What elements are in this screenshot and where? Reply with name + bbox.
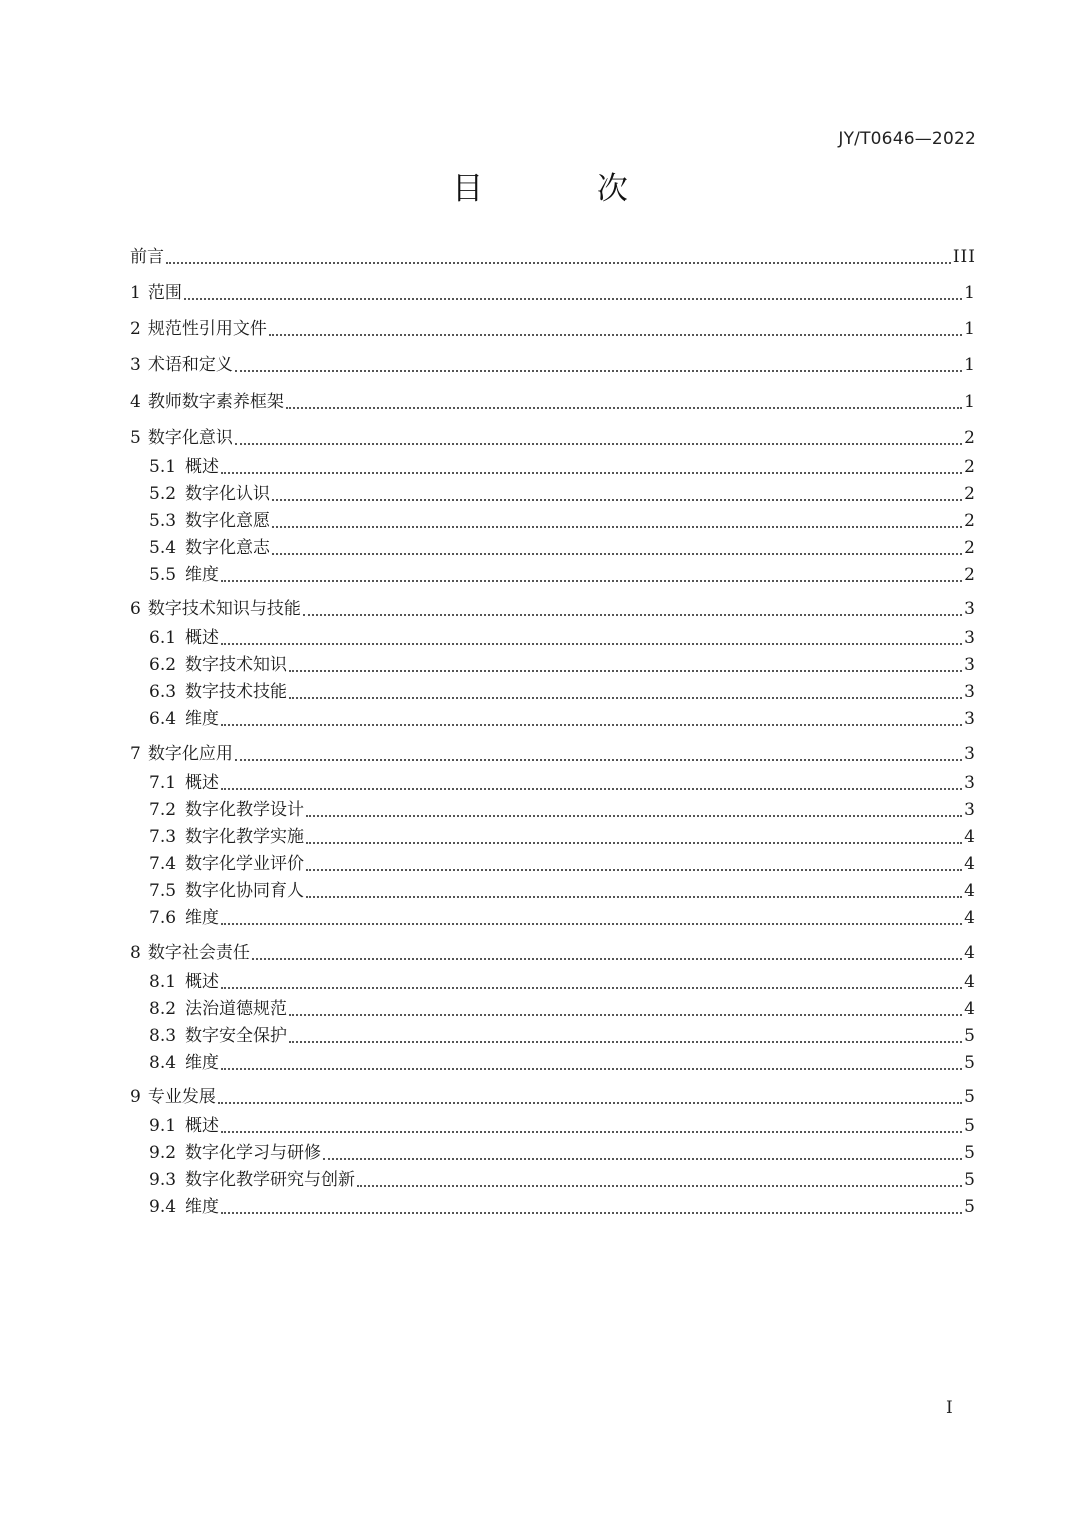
toc-entry-label (130, 243, 164, 271)
toc-entry-label (149, 1166, 355, 1194)
toc-entry-number: 6.3 (149, 682, 177, 702)
dot-leader (221, 641, 962, 645)
toc-entry[interactable] (149, 823, 976, 851)
toc-entry-text: 概述 (185, 972, 220, 992)
toc-entry-page: 3 (964, 709, 976, 729)
toc-entry-text: 数字技术知识与技能 (147, 599, 301, 619)
toc-entry-label (130, 740, 233, 768)
toc-entry-page: 4 (964, 827, 976, 847)
toc-entry-text: 概述 (185, 773, 220, 793)
toc-entry-label (149, 651, 287, 679)
dot-leader (306, 867, 962, 871)
toc-entry-text: 数字技术技能 (185, 682, 288, 702)
dot-leader (221, 921, 962, 925)
dot-leader (289, 1039, 962, 1043)
toc-entry[interactable] (130, 315, 976, 343)
dot-leader (184, 296, 962, 300)
toc-entry[interactable] (149, 651, 976, 679)
toc-entry-page: 3 (964, 655, 976, 675)
toc-entry-label (130, 279, 182, 307)
toc-entry-text: 数字化协同育人 (185, 881, 305, 901)
toc-entry-number: 6 (130, 599, 141, 619)
toc-entry[interactable] (149, 769, 976, 797)
toc-entry-label (149, 480, 270, 508)
toc-entry-text: 数字安全保护 (185, 1026, 288, 1046)
toc-entry-page: 5 (964, 1026, 976, 1046)
dot-leader (221, 1066, 962, 1070)
dot-leader (306, 813, 962, 817)
toc-entry-label (149, 904, 219, 932)
toc-entry-label (130, 1083, 216, 1111)
toc-entry-text: 维度 (185, 709, 220, 729)
toc-entry-text: 数字化教学研究与创新 (185, 1170, 356, 1190)
toc-entry-page: 2 (964, 484, 976, 504)
toc-entry-number: 5 (130, 428, 141, 448)
toc-entry-number: 8.4 (149, 1053, 177, 1073)
dot-leader (272, 497, 962, 501)
toc-entry-page: 4 (964, 881, 976, 901)
toc-entry-text: 数字化意志 (185, 538, 271, 558)
toc-entry-text: 数字化意识 (147, 428, 233, 448)
toc-entry[interactable] (149, 1112, 976, 1140)
dot-leader (235, 368, 962, 372)
dot-leader (221, 786, 962, 790)
toc-entry-label (130, 388, 284, 416)
dot-leader (272, 524, 962, 528)
toc-entry-text: 规范性引用文件 (147, 319, 267, 339)
toc-entry-label (149, 624, 219, 652)
dot-leader (289, 668, 962, 672)
dot-leader (235, 441, 962, 445)
toc-entry[interactable] (130, 279, 976, 307)
toc-entry-label (149, 534, 270, 562)
toc-entry-label (149, 1022, 287, 1050)
toc-entry-label (130, 351, 233, 379)
toc-entry-text: 维度 (185, 565, 220, 585)
toc-entry-label (149, 823, 304, 851)
toc-entry-number: 9.3 (149, 1170, 177, 1190)
toc-entry-page: 4 (964, 908, 976, 928)
toc-entry-page: III (952, 247, 976, 267)
toc-entry-number: 5.4 (149, 538, 177, 558)
toc-entry-number: 3 (130, 355, 141, 375)
toc-entry-page: 3 (964, 599, 976, 619)
dot-leader (221, 985, 962, 989)
toc-entry[interactable] (149, 1022, 976, 1050)
toc-entry-page: 3 (964, 800, 976, 820)
toc-entry-page: 5 (964, 1170, 976, 1190)
toc-entry-page: 5 (964, 1143, 976, 1163)
toc-entry-number: 7.4 (149, 854, 177, 874)
dot-leader (272, 551, 962, 555)
toc-entry-number: 9.2 (149, 1143, 177, 1163)
toc-entry[interactable] (149, 561, 976, 589)
toc-entry-text: 数字化教学实施 (185, 827, 305, 847)
toc-entry[interactable] (149, 796, 976, 824)
toc-entry[interactable] (149, 877, 976, 905)
toc-entry-page: 5 (964, 1116, 976, 1136)
page-title: 目 次 (452, 171, 680, 207)
toc-entry[interactable] (130, 388, 976, 416)
toc-entry-page: 4 (964, 999, 976, 1019)
dot-leader (221, 470, 962, 474)
toc-entry[interactable] (130, 939, 976, 967)
toc-entry[interactable] (149, 480, 976, 508)
toc-entry-label (149, 453, 219, 481)
toc-entry-number: 8 (130, 943, 141, 963)
toc-entry-number: 6.4 (149, 709, 177, 729)
toc-entry-number: 8.2 (149, 999, 177, 1019)
dot-leader (166, 260, 951, 264)
dot-leader (303, 612, 962, 616)
toc-entry-label (130, 595, 301, 623)
toc-entry-page: 2 (964, 457, 976, 477)
toc-entry-page: 5 (964, 1087, 976, 1107)
toc-entry[interactable] (149, 678, 976, 706)
dot-leader (252, 956, 962, 960)
toc-entry-page: 2 (964, 511, 976, 531)
toc-entry-number: 5.2 (149, 484, 177, 504)
toc-entry-text: 数字化学习与研修 (185, 1143, 322, 1163)
toc-entry-label (149, 850, 304, 878)
toc-entry-number: 2 (130, 319, 141, 339)
toc-entry[interactable] (149, 624, 976, 652)
toc-entry-text: 数字技术知识 (185, 655, 288, 675)
toc-entry-page: 2 (964, 538, 976, 558)
toc-entry[interactable] (149, 1139, 976, 1167)
document-code: JY/T0646—2022 (838, 129, 976, 149)
toc-entry-label (130, 424, 233, 452)
toc-entry-text: 范围 (147, 283, 182, 303)
toc-entry-text: 维度 (185, 1053, 220, 1073)
toc-entry-number: 4 (130, 392, 141, 412)
toc-entry-text: 专业发展 (147, 1087, 216, 1107)
toc-entry-page: 3 (964, 682, 976, 702)
toc-entry-number: 5.5 (149, 565, 177, 585)
dot-leader (286, 405, 962, 409)
dot-leader (221, 578, 962, 582)
toc-entry-label (149, 995, 287, 1023)
toc-entry[interactable] (149, 507, 976, 535)
toc-entry-page: 1 (964, 283, 976, 303)
dot-leader (357, 1183, 962, 1187)
dot-leader (306, 840, 962, 844)
toc-entry[interactable] (149, 904, 976, 932)
toc-entry-number: 7.1 (149, 773, 177, 793)
toc-entry-label (149, 561, 219, 589)
toc-entry-label (149, 507, 270, 535)
toc-entry-text: 数字化应用 (147, 744, 233, 764)
toc-entry-label (149, 705, 219, 733)
toc-entry-text: 数字化认识 (185, 484, 271, 504)
toc-entry-number: 7.2 (149, 800, 177, 820)
toc-entry-number: 9.1 (149, 1116, 177, 1136)
toc-entry-number: 9 (130, 1087, 141, 1107)
toc-entry-label (149, 877, 304, 905)
toc-entry-number: 7.6 (149, 908, 177, 928)
dot-leader (221, 1210, 962, 1214)
toc-entry-page: 5 (964, 1053, 976, 1073)
toc-entry[interactable] (130, 1083, 976, 1111)
toc-entry[interactable] (149, 1166, 976, 1194)
dot-leader (221, 1129, 962, 1133)
toc-entry-text: 维度 (185, 908, 220, 928)
toc-entry[interactable] (149, 995, 976, 1023)
toc-entry-text: 概述 (185, 1116, 220, 1136)
toc-entry-text: 前言 (130, 247, 164, 267)
dot-leader (289, 1012, 962, 1016)
dot-leader (269, 332, 962, 336)
toc-entry-page: 1 (964, 392, 976, 412)
toc-entry-text: 数字社会责任 (147, 943, 250, 963)
toc-entry[interactable] (130, 424, 976, 452)
toc-entry[interactable] (130, 595, 976, 623)
dot-leader (235, 757, 962, 761)
toc-entry-number: 7.3 (149, 827, 177, 847)
toc-entry-page: 2 (964, 565, 976, 585)
toc-entry-label (149, 1049, 219, 1077)
toc-entry-number: 5.3 (149, 511, 177, 531)
toc-entry-page: 4 (964, 854, 976, 874)
toc-entry-text: 概述 (185, 628, 220, 648)
toc-entry-label (149, 968, 219, 996)
toc-entry-number: 8.3 (149, 1026, 177, 1046)
toc-entry-page: 3 (964, 773, 976, 793)
toc-entry-label (149, 1139, 321, 1167)
toc-entry-label (149, 1112, 219, 1140)
toc-entry-number: 6.2 (149, 655, 177, 675)
toc-entry-label (149, 678, 287, 706)
toc-entry-page: 4 (964, 972, 976, 992)
toc-entry-label (130, 315, 267, 343)
dot-leader (323, 1156, 962, 1160)
toc-entry[interactable] (149, 534, 976, 562)
toc-entry-number: 6.1 (149, 628, 177, 648)
toc-entry[interactable] (130, 740, 976, 768)
toc-entry-text: 数字化意愿 (185, 511, 271, 531)
toc-entry-page: 4 (964, 943, 976, 963)
dot-leader (289, 695, 962, 699)
toc-entry[interactable] (149, 1049, 976, 1077)
toc-entry[interactable] (130, 351, 976, 379)
toc-entry-text: 概述 (185, 457, 220, 477)
toc-entry[interactable] (149, 1193, 976, 1221)
toc-entry-label (149, 1193, 219, 1221)
dot-leader (306, 894, 962, 898)
toc-entry[interactable] (130, 243, 976, 271)
toc-entry-page: 5 (964, 1197, 976, 1217)
toc-entry-page: 3 (964, 744, 976, 764)
dot-leader (218, 1100, 962, 1104)
toc-entry-text: 数字化学业评价 (185, 854, 305, 874)
toc-entry-page: 1 (964, 319, 976, 339)
toc-entry[interactable] (149, 850, 976, 878)
toc-entry-page: 3 (964, 628, 976, 648)
toc-entry-page: 1 (964, 355, 976, 375)
toc-entry-page: 2 (964, 428, 976, 448)
toc-entry-number: 8.1 (149, 972, 177, 992)
toc-entry-text: 维度 (185, 1197, 220, 1217)
toc-entry-label (130, 939, 250, 967)
toc-entry[interactable] (149, 705, 976, 733)
toc-entry-number: 7 (130, 744, 141, 764)
toc-entry-text: 数字化教学设计 (185, 800, 305, 820)
toc-entry-number: 1 (130, 283, 141, 303)
toc-entry-number: 7.5 (149, 881, 177, 901)
toc-entry[interactable] (149, 968, 976, 996)
toc-entry-text: 法治道德规范 (185, 999, 288, 1019)
toc-entry-label (149, 769, 219, 797)
dot-leader (221, 722, 962, 726)
toc-entry-label (149, 796, 304, 824)
toc-entry-text: 术语和定义 (147, 355, 233, 375)
toc-entry-number: 5.1 (149, 457, 177, 477)
toc-entry[interactable] (149, 453, 976, 481)
page-number: I (946, 1398, 953, 1418)
toc-entry-text: 教师数字素养框架 (147, 392, 284, 412)
toc-entry-number: 9.4 (149, 1197, 177, 1217)
